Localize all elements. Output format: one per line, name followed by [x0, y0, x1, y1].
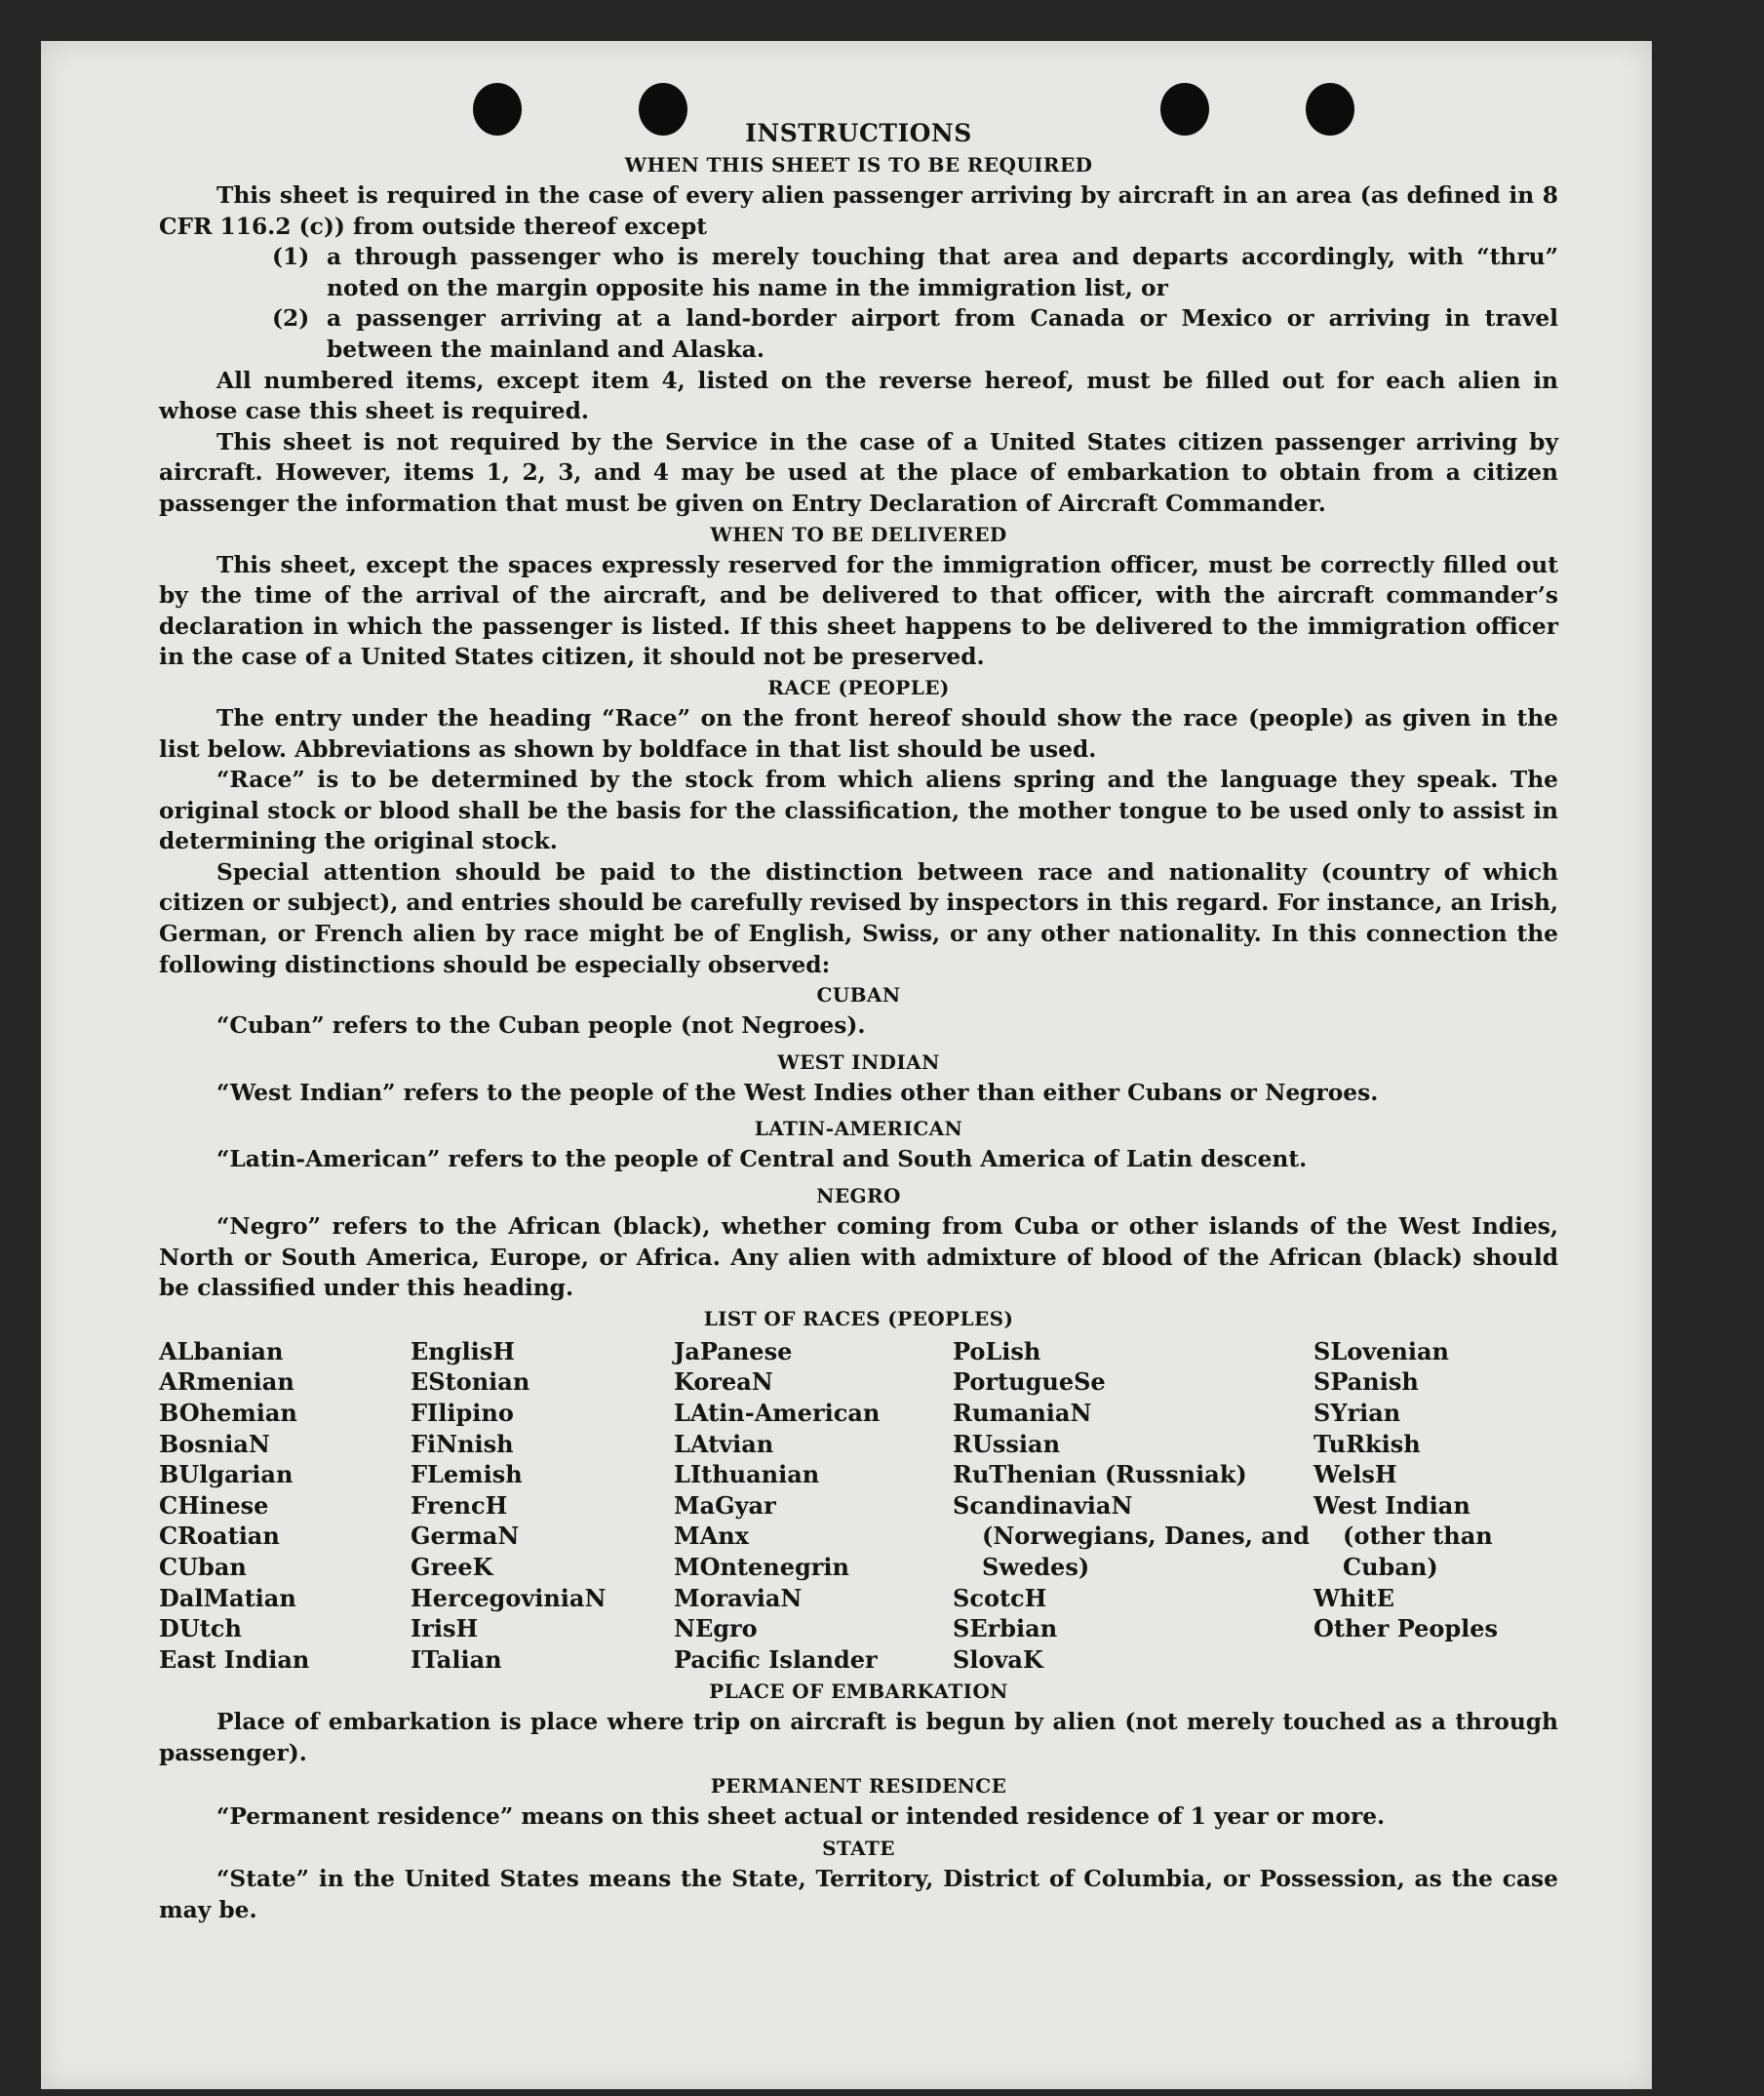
race-entry: DUtch	[159, 1614, 242, 1643]
race-entry: WelsH	[1313, 1460, 1397, 1489]
latin-american-heading: LATIN-AMERICAN	[754, 1117, 963, 1141]
race-entry: Pacific Islander	[674, 1644, 878, 1674]
race-entry: MAnx	[674, 1522, 749, 1551]
west-indian-paragraph: “West Indian” refers to the people of the West Indies other than either Cubans or Negroes.	[216, 1079, 1379, 1106]
race-heading: RACE (PEOPLE)	[767, 675, 950, 699]
race-entry: WhitE	[1313, 1583, 1394, 1612]
race-entry: LAtvian	[674, 1429, 774, 1458]
delivered-paragraph: This sheet, except the spaces expressly reserved for the immigration officer, must be correctly filled out by the time of the arrival of the aircraft, and be delivered to that officer, with the aircraft commander’s declaration in which the passenger is listed. If this sheet happens to be delivered to the immigration officer in the case of a United States citizen, it should not be preserved.	[159, 551, 1558, 671]
race-entry: BosniaN	[159, 1429, 270, 1458]
races-table	[159, 1336, 1558, 1676]
state-paragraph: “State” in the United States means the State, Territory, District of Columbia, or Possession, as the case may be.	[159, 1866, 1558, 1923]
race-entry: FLemish	[411, 1460, 523, 1489]
race-entry: NEgro	[674, 1614, 758, 1643]
embarkation-paragraph: Place of embarkation is place where trip on aircraft is begun by alien (not merely touched as a through passenger).	[159, 1709, 1558, 1766]
race-entry: HercegoviniaN	[411, 1583, 607, 1612]
races-column	[953, 1336, 1313, 1676]
race-entry: IrisH	[411, 1614, 479, 1643]
race-entry: EnglisH	[411, 1336, 515, 1365]
races-column	[674, 1336, 953, 1676]
race-entry: SPanish	[1313, 1367, 1419, 1397]
race-entry: MoraviaN	[674, 1583, 803, 1612]
race-entry: JaPanese	[674, 1336, 793, 1365]
race-paragraph-3: Special attention should be paid to the distinction between race and nationality (country of which citizen or subject), and entries should be carefully revised by inspectors in this regard. For instance, an Irish, German, or French alien by race might be of English, Swiss, or any other nationality. In this connection the following distinctions should be especially observed:	[159, 858, 1558, 978]
race-entry: SErbian	[953, 1614, 1058, 1643]
race-entry: LAtin-American	[674, 1399, 881, 1427]
race-entry: FIlipino	[411, 1399, 514, 1427]
race-entry: BUlgarian	[159, 1460, 294, 1489]
instructions-text	[159, 117, 1558, 1925]
cuban-paragraph: “Cuban” refers to the Cuban people (not Negroes).	[216, 1012, 866, 1040]
race-entry: GermaN	[411, 1522, 520, 1551]
not-required-paragraph: This sheet is not required by the Service in the case of a United States citizen passenger arriving by aircraft. However, items 1, 2, 3, and 4 may be used at the place of embarkation to obtain from a citizen passenger the information that must be given on Entry Declaration of Aircraft Commander.	[159, 428, 1558, 517]
race-entry: LIthuanian	[674, 1460, 820, 1489]
cuban-heading: CUBAN	[816, 983, 901, 1008]
document-page	[41, 41, 1652, 2089]
numbered-items-paragraph: All numbered items, except item 4, listed on the reverse hereof, must be filled out for each alien in whose case this sheet is required.	[159, 367, 1558, 425]
race-entry: BOhemian	[159, 1399, 297, 1427]
race-entry: EStonian	[411, 1367, 530, 1397]
negro-paragraph: “Negro” refers to the African (black), whether coming from Cuba or other islands of the West Indies, North or South America, Europe, or Africa. Any alien with admixture of blood of the African (black) should be classified under this heading.	[159, 1213, 1558, 1302]
race-entry: KoreaN	[674, 1367, 773, 1397]
races-column	[159, 1336, 411, 1676]
race-entry: ScotcH	[953, 1583, 1047, 1612]
instructions-title: INSTRUCTIONS	[745, 119, 972, 147]
race-entry: PoLish	[953, 1336, 1041, 1365]
race-entry: ALbanian	[159, 1336, 284, 1365]
race-entry: West Indian (other than Cuban)	[1313, 1490, 1493, 1581]
race-entry: SYrian	[1313, 1399, 1401, 1427]
permanent-residence-paragraph: “Permanent residence” means on this sheet actual or intended residence of 1 year or more.	[216, 1802, 1386, 1830]
race-entry: FrencH	[411, 1490, 508, 1520]
race-entry: SlovaK	[953, 1644, 1043, 1674]
list-of-races-heading: LIST OF RACES (PEOPLES)	[703, 1306, 1014, 1330]
race-entry: MaGyar	[674, 1490, 776, 1520]
race-entry: CHinese	[159, 1490, 269, 1520]
race-entry: Other Peoples	[1313, 1614, 1499, 1643]
race-entry: RumaniaN	[953, 1399, 1092, 1427]
race-entry: RuThenian (Russniak)	[953, 1460, 1247, 1489]
exception-item	[272, 303, 1558, 365]
races-column	[411, 1336, 674, 1676]
race-entry: MOntenegrin	[674, 1552, 849, 1581]
race-entry: East Indian	[159, 1644, 310, 1674]
race-entry: GreeK	[411, 1552, 493, 1581]
west-indian-heading: WEST INDIAN	[777, 1049, 940, 1074]
required-heading: WHEN THIS SHEET IS TO BE REQUIRED	[624, 153, 1093, 177]
race-paragraph-2: “Race” is to be determined by the stock from which aliens spring and the language they speak. The original stock or blood shall be the basis for the classification, the mother tongue to be used only to assist in determining the original stock.	[159, 767, 1558, 855]
exception-number: (2)	[272, 305, 310, 333]
race-entry: ScandinaviaN (Norwegians, Danes, and Swedes)	[953, 1490, 1311, 1581]
embarkation-heading: PLACE OF EMBARKATION	[709, 1680, 1008, 1704]
exception-number: (1)	[272, 244, 310, 271]
exception-text: a passenger arriving at a land-border airport from Canada or Mexico or arriving in travel between the mainland and Alaska.	[327, 305, 1558, 363]
latin-american-paragraph: “Latin-American” refers to the people of Central and South America of Latin descent.	[216, 1146, 1308, 1173]
permanent-residence-heading: PERMANENT RESIDENCE	[710, 1773, 1007, 1798]
delivered-heading: WHEN TO BE DELIVERED	[710, 522, 1007, 546]
race-entry: TuRkish	[1313, 1429, 1421, 1458]
race-entry: PortugueSe	[953, 1367, 1106, 1397]
race-entry: CUban	[159, 1552, 247, 1581]
race-entry: ARmenian	[159, 1367, 294, 1397]
state-heading: STATE	[822, 1837, 895, 1861]
races-column	[1313, 1336, 1558, 1676]
race-entry: CRoatian	[159, 1522, 280, 1551]
race-entry: FiNnish	[411, 1429, 514, 1458]
race-paragraph-1: The entry under the heading “Race” on the front hereof should show the race (people) as given in the list below. Abbreviations as shown by boldface in that list should be used.	[159, 704, 1558, 763]
exception-text: a through passenger who is merely touching that area and departs accordingly, with “thru” noted on the margin opposite his name in the immigration list, or	[327, 244, 1558, 301]
race-entry: ITalian	[411, 1644, 502, 1674]
race-entry: DalMatian	[159, 1583, 296, 1612]
exception-item	[272, 242, 1558, 303]
race-entry: SLovenian	[1313, 1336, 1449, 1365]
required-intro: This sheet is required in the case of every alien passenger arriving by aircraft in an area (as defined in 8 CFR 116.2 (c)) from outside thereof except	[159, 182, 1558, 240]
race-entry: RUssian	[953, 1429, 1061, 1458]
negro-heading: NEGRO	[816, 1184, 901, 1208]
